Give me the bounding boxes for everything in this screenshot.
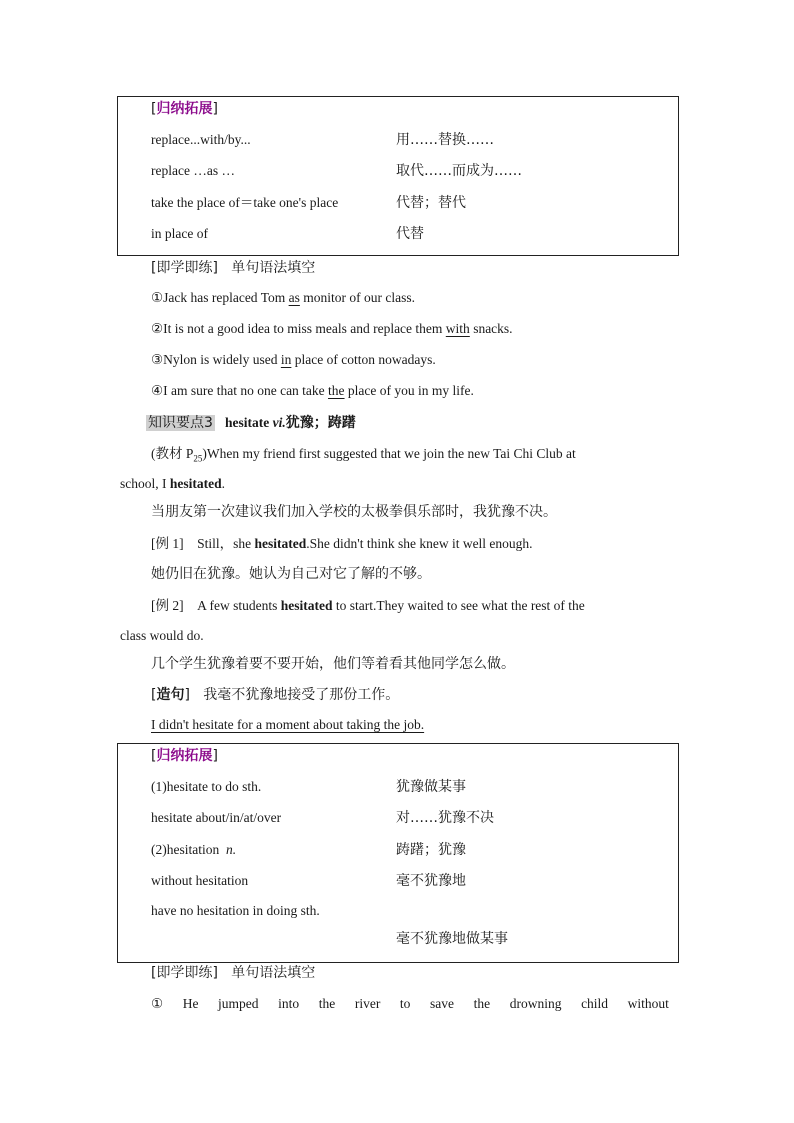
box2-row-1-en: (1)hesitate to do sth. xyxy=(151,779,262,794)
answer-blank: in xyxy=(280,352,292,367)
practice2-item-1: ① He jumped into the river to save the drowning child without xyxy=(151,996,669,1011)
box2-row-4-en: without hesitation xyxy=(151,873,249,888)
answer-blank: the xyxy=(328,383,345,398)
textbook-line-1: (教材 $P_{25})When$ my friend first suggested that we join the new Tai Chi Club at xyxy=(151,446,576,464)
example-2-line-2: class would do. xyxy=(120,628,204,643)
example-2-translation: 几个学生犹豫着要不要开始，他们等着看其他同学怎么做。 xyxy=(151,656,515,672)
practice2-heading: [即学即练] 单句语法填空 xyxy=(151,965,316,981)
practice1-item-4: ④I am sure that no one can take the place of you in my life. xyxy=(151,383,474,398)
box1-row-1-en: replace...with/by... xyxy=(151,132,251,147)
answer-blank: with xyxy=(445,321,470,336)
answer-blank: as xyxy=(288,290,300,305)
sentence-answer: I didn't hesitate for a moment about taking the job. xyxy=(151,717,425,732)
box1-title: [归纳拓展] xyxy=(151,101,218,117)
box2-row-1-cn: 犹豫做某事 xyxy=(396,779,466,795)
practice1-item-1: ①Jack has replaced Tom as monitor of our class. xyxy=(151,290,415,305)
textbook-line-2: school, I hesitated. xyxy=(120,476,225,491)
example-2: [例 2] A few students hesitated to start.They waited to see what the rest of the xyxy=(151,598,585,613)
box2-row-3-en: (2)hesitation n. xyxy=(151,842,237,857)
box1-row-2-cn: 取代……而成为…… xyxy=(396,163,522,179)
textbook-translation: 当朋友第一次建议我们加入学校的太极拳俱乐部时，我犹豫不决。 xyxy=(151,504,557,520)
practice1-heading: [即学即练] 单句语法填空 xyxy=(151,260,316,276)
box2-row-5-en: have no hesitation in doing sth. xyxy=(151,903,320,918)
box1-row-4-cn: 代替 xyxy=(396,226,424,242)
knowledge-point-heading: 知识要点3 hesitate vi.犹豫；踌躇 xyxy=(148,415,356,431)
box1-row-3-cn: 代替；替代 xyxy=(396,195,466,211)
box2-title: [归纳拓展] xyxy=(151,748,218,764)
example-1: [例 1] Still，she hesitated.She didn't think she knew it well enough. xyxy=(151,536,533,551)
box2-row-3-cn: 踌躇；犹豫 xyxy=(396,842,466,858)
box1-row-4-en: in place of xyxy=(151,226,208,241)
example-1-translation: 她仍旧在犹豫。她认为自己对它了解的不够。 xyxy=(151,566,431,582)
box2-row-4-cn: 毫不犹豫地 xyxy=(396,873,466,889)
box1-row-1-cn: 用……替换…… xyxy=(396,132,494,148)
practice1-item-3: ③Nylon is widely used in place of cotton nowadays. xyxy=(151,352,436,367)
knowledge-point-tag: 知识要点3 xyxy=(148,415,213,431)
box2-row-2-cn: 对……犹豫不决 xyxy=(396,810,494,826)
box2-row-2-en: hesitate about/in/at/over xyxy=(151,810,282,825)
box2-row-6-cn: 毫不犹豫地做某事 xyxy=(396,931,508,947)
sentence-prompt: [造句] 我毫不犹豫地接受了那份工作。 xyxy=(151,687,400,703)
box1-row-3-en: take the place of＝take one's place xyxy=(151,195,339,210)
box1-row-2-en: replace …as … xyxy=(151,163,235,178)
practice1-item-2: ②It is not a good idea to miss meals and replace them with snacks. xyxy=(151,321,513,336)
